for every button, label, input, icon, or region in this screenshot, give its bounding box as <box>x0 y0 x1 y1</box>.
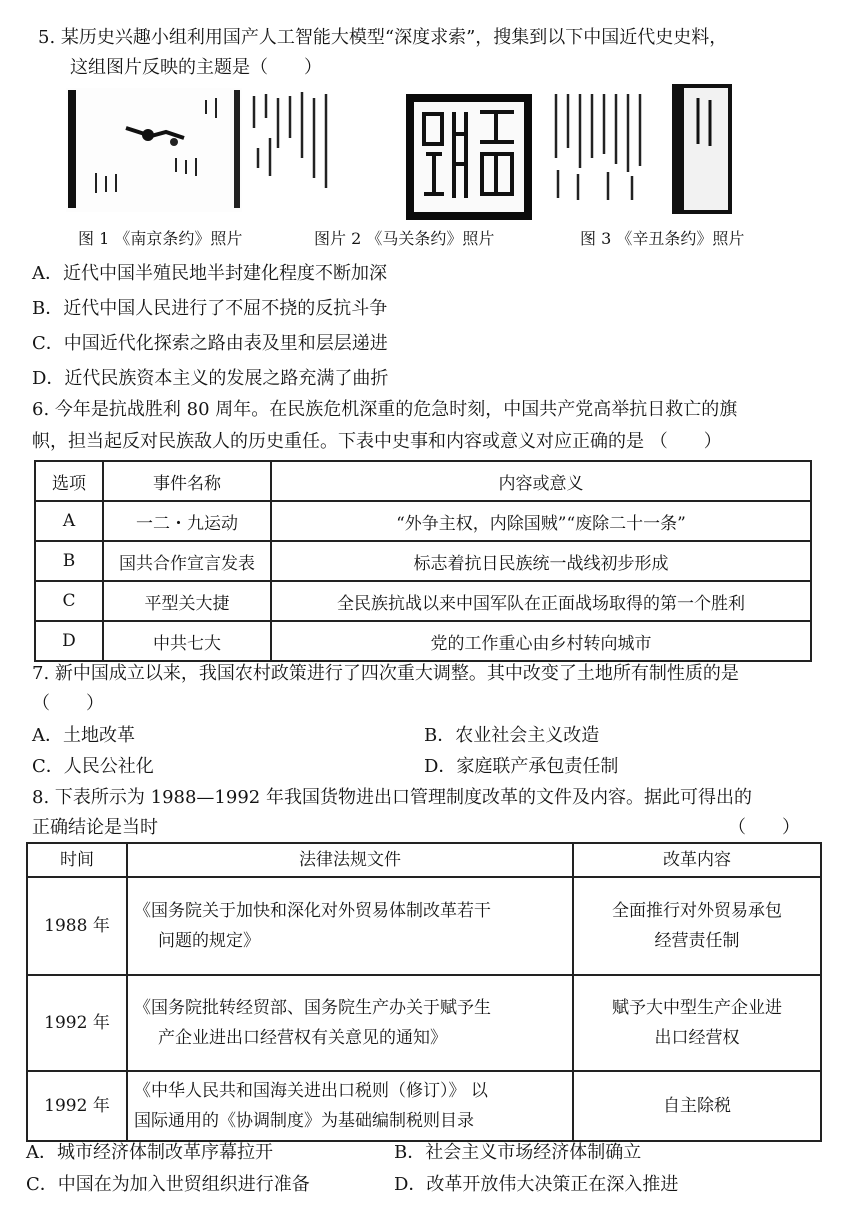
table-header: 选项 <box>35 461 103 501</box>
table-cell: C <box>35 581 103 621</box>
table-cell-doc <box>127 1071 573 1141</box>
table-cell-time: 1992 年 <box>27 975 127 1071</box>
doc-line: 国际通用的《协调制度》为基础编制税则目录 <box>134 1111 474 1131</box>
figure-1-nanjing-treaty-photo <box>66 88 242 212</box>
doc-line: 《中华人民共和国海关进出口税则（修订）》 以 <box>134 1081 488 1101</box>
q8-option-c: C．中国在为加入世贸组织进行准备 <box>26 1174 310 1195</box>
table-row <box>35 581 811 621</box>
table-header-row <box>27 843 821 877</box>
q8-stem-line1: 8. 下表所示为 1988—1992 年我国货物进出口管理制度改革的文件及内容。据此可得出的 <box>32 787 752 808</box>
table-header: 内容或意义 <box>271 461 811 501</box>
content-line: 出口经营权 <box>654 1028 740 1048</box>
doc-line: 问题的规定》 <box>158 931 260 951</box>
q8-answer-paren: （ ） <box>728 817 800 838</box>
figure-1-caption: 图 1 《南京条约》照片 <box>78 229 243 248</box>
q7-option-a: A．土地改革 <box>32 725 135 746</box>
table-cell-doc <box>127 975 573 1071</box>
q5-stem-line2: 这组图片反映的主题是（ ） <box>70 57 322 78</box>
table-cell: D <box>35 621 103 661</box>
q5-option-d: D．近代民族资本主义的发展之路充满了曲折 <box>32 368 389 389</box>
table-cell: 全民族抗战以来中国军队在正面战场取得的第一个胜利 <box>271 581 811 621</box>
q6-stem-line2: 帜，担当起反对民族敌人的历史重任。下表中史事和内容或意义对应正确的是 （ ） <box>32 431 722 452</box>
figure-2-shimonoseki-treaty-photo <box>244 88 344 204</box>
doc-line: 《国务院批转经贸部、国务院生产办关于赋予生 <box>134 998 491 1018</box>
table-header: 改革内容 <box>573 843 821 877</box>
q5-option-c: C．中国近代化探索之路由表及里和层层递进 <box>32 333 388 354</box>
table-cell: 中共七大 <box>103 621 271 661</box>
table-cell: “外争主权，内除国贼”“废除二十一条” <box>271 501 811 541</box>
q7-option-d: D．家庭联产承包责任制 <box>424 756 619 777</box>
table-cell-time: 1988 年 <box>27 877 127 975</box>
q8-option-a: A．城市经济体制改革序幕拉开 <box>26 1142 273 1163</box>
table-cell: 标志着抗日民族统一战线初步形成 <box>271 541 811 581</box>
figure-2-caption: 图片 2 《马关条约》照片 <box>314 229 495 248</box>
table-row <box>35 621 811 661</box>
table-row <box>27 877 821 975</box>
table-header: 事件名称 <box>103 461 271 501</box>
q8-option-b: B．社会主义市场经济体制确立 <box>394 1142 642 1163</box>
figure-2-imperial-seal <box>406 94 532 220</box>
q7-stem-line1: 7. 新中国成立以来，我国农村政策进行了四次重大调整。其中改变了土地所有制性质的是 <box>32 663 739 684</box>
content-line: 全面推行对外贸易承包 <box>612 901 782 921</box>
figure-3-boxer-protocol-cover <box>672 84 732 214</box>
content-line: 赋予大中型生产企业进 <box>612 998 782 1018</box>
q5-option-b: B．近代中国人民进行了不屈不挠的反抗斗争 <box>32 298 388 319</box>
table-cell: 平型关大捷 <box>103 581 271 621</box>
q6-stem-line1: 6. 今年是抗战胜利 80 周年。在民族危机深重的危急时刻，中国共产党高举抗日救亡的旗 <box>32 399 738 420</box>
q8-option-d: D．改革开放伟大决策正在深入推进 <box>394 1174 679 1195</box>
table-row <box>27 1071 821 1141</box>
q8-stem-line2: 正确结论是当时 <box>32 817 158 838</box>
content-line: 自主除税 <box>663 1096 731 1116</box>
figure-3-boxer-protocol-text <box>548 88 658 208</box>
q6-table <box>34 460 812 662</box>
table-row <box>27 975 821 1071</box>
table-cell: 国共合作宣言发表 <box>103 541 271 581</box>
q8-table <box>26 842 822 1142</box>
table-cell: 党的工作重心由乡村转向城市 <box>271 621 811 661</box>
table-cell-content <box>573 877 821 975</box>
table-header: 法律法规文件 <box>127 843 573 877</box>
q7-stem-line2: （ ） <box>32 693 104 714</box>
figure-3-caption: 图 3 《辛丑条约》照片 <box>580 229 745 248</box>
q7-option-b: B．农业社会主义改造 <box>424 725 600 746</box>
table-cell-time: 1992 年 <box>27 1071 127 1141</box>
table-row <box>35 501 811 541</box>
table-cell: B <box>35 541 103 581</box>
table-header-row <box>35 461 811 501</box>
q7-option-c: C．人民公社化 <box>32 756 154 777</box>
table-cell-content <box>573 1071 821 1141</box>
table-header: 时间 <box>27 843 127 877</box>
table-cell-doc <box>127 877 573 975</box>
q5-option-a: A．近代中国半殖民地半封建化程度不断加深 <box>32 263 387 284</box>
table-cell: A <box>35 501 103 541</box>
table-cell: 一二・九运动 <box>103 501 271 541</box>
doc-line: 产企业进出口经营权有关意见的通知》 <box>158 1028 447 1048</box>
table-cell-content <box>573 975 821 1071</box>
table-row <box>35 541 811 581</box>
q5-stem-line1: 5. 某历史兴趣小组利用国产人工智能大模型“深度求索”，搜集到以下中国近代史史料， <box>38 27 728 48</box>
doc-line: 《国务院关于加快和深化对外贸易体制改革若干 <box>134 901 491 921</box>
content-line: 经营责任制 <box>654 931 740 951</box>
